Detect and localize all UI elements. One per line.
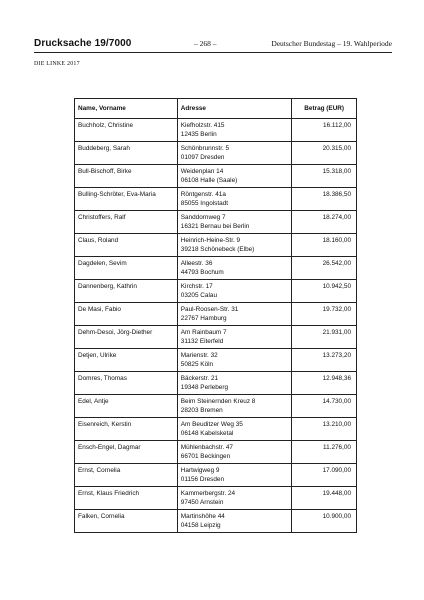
address-street: Alleestr. 36 [180, 260, 213, 267]
donor-name-cell [75, 280, 178, 303]
address-city: 16321 Bernau bei Berlin [180, 223, 250, 230]
address-cell [177, 349, 292, 372]
amount-value: 14.730,00 [322, 398, 351, 405]
donor-name-cell [75, 510, 178, 533]
document-number-prefix: Drucksache 19/ [34, 38, 109, 49]
table-row [75, 349, 357, 372]
donor-name-cell [75, 165, 178, 188]
donor-name-cell [75, 326, 178, 349]
address-city: 22767 Hamburg [180, 315, 227, 322]
donor-name: Ernst, Cornelia [78, 467, 121, 474]
address-city: 06148 Kabelsketal [180, 430, 234, 437]
donor-name-cell [75, 142, 178, 165]
address-street: Schönbrunnstr. 5 [180, 145, 230, 152]
table-row [75, 142, 357, 165]
amount-value: 17.090,00 [322, 467, 351, 474]
address-city: 28203 Bremen [180, 407, 223, 414]
table-row [75, 326, 357, 349]
page-number: – 268 – [194, 39, 217, 48]
amount-value: 15.318,00 [322, 168, 351, 175]
donor-name: Ernst, Klaus Friedrich [78, 490, 140, 497]
institution-label: Deutscher Bundestag – 19. Wahlperiode [271, 39, 392, 48]
donor-name: Dagdelen, Sevim [78, 260, 127, 267]
address-city: 97450 Arnstein [180, 499, 224, 506]
table-row [75, 257, 357, 280]
amount-cell [292, 234, 357, 257]
table-row [75, 372, 357, 395]
address-cell [177, 487, 292, 510]
amount-cell [292, 441, 357, 464]
amount-cell [292, 211, 357, 234]
address-street: Beim Steinernden Kreuz 8 [180, 398, 256, 405]
donor-name: Eisenreich, Kerstin [78, 421, 132, 428]
column-header-address: Adresse [177, 99, 292, 119]
address-cell [177, 418, 292, 441]
section-subheading: DIE LINKE 2017 [34, 61, 80, 67]
address-street: Hartwigweg 9 [180, 467, 220, 474]
donor-name: Edel, Antje [78, 398, 109, 405]
donor-name-cell [75, 418, 178, 441]
donor-name-cell [75, 464, 178, 487]
amount-value: 11.276,00 [323, 444, 351, 451]
amount-cell [292, 165, 357, 188]
donations-table [74, 98, 357, 533]
amount-value: 18.160,00 [322, 237, 351, 244]
amount-cell [292, 188, 357, 211]
address-street: Weidenplan 14 [180, 168, 224, 175]
donor-name: Buchholz, Christine [78, 122, 134, 129]
donor-name-cell [75, 349, 178, 372]
amount-cell [292, 257, 357, 280]
table-row [75, 188, 357, 211]
donor-name-cell [75, 487, 178, 510]
page-header [34, 38, 392, 53]
address-street: Kammerbergstr. 24 [180, 490, 236, 497]
amount-cell [292, 349, 357, 372]
address-city: 12435 Berlin [180, 131, 217, 138]
amount-value: 19.732,00 [322, 306, 351, 313]
address-city: 01156 Dresden [180, 476, 224, 483]
address-street: Marienstr. 32 [180, 352, 218, 359]
table-row [75, 280, 357, 303]
address-street: Mühlenbachstr. 47 [180, 444, 233, 451]
amount-value: 18.386,50 [322, 191, 351, 198]
address-city: 19348 Perleberg [180, 384, 229, 391]
table-row [75, 418, 357, 441]
address-street: Kirchstr. 17 [180, 283, 213, 290]
amount-value: 10.942,50 [322, 283, 351, 290]
table-row [75, 395, 357, 418]
donor-name: Detjen, Ulrike [78, 352, 117, 359]
address-cell [177, 188, 292, 211]
donor-name-cell [75, 188, 178, 211]
amount-cell [292, 487, 357, 510]
address-cell [177, 326, 292, 349]
amount-value: 13.210,00 [322, 421, 351, 428]
address-street: Heinrich-Heine-Str. 9 [180, 237, 241, 244]
donor-name-cell [75, 211, 178, 234]
address-city: 01097 Dresden [180, 154, 225, 161]
amount-value: 21.931,00 [322, 329, 351, 336]
address-cell [177, 142, 292, 165]
donor-name-cell [75, 234, 178, 257]
donor-name-cell [75, 372, 178, 395]
document-number-value: 7000 [108, 38, 132, 49]
amount-value: 20.315,00 [322, 145, 351, 152]
address-cell [177, 119, 292, 142]
donor-name-cell [75, 119, 178, 142]
table-row [75, 165, 357, 188]
donor-name: Falken, Cornelia [78, 513, 125, 520]
amount-cell [292, 464, 357, 487]
donor-name: Bull-Bischoff, Birke [78, 168, 132, 175]
donor-name: Dehm-Desoi, Jörg-Diether [78, 329, 153, 336]
table-row [75, 303, 357, 326]
address-cell [177, 510, 292, 533]
address-cell [177, 303, 292, 326]
address-city: 31132 Eiterfeld [180, 338, 224, 345]
address-city: 39218 Schönebeck (Elbe) [180, 246, 255, 253]
address-street: Röntgenstr. 41a [180, 191, 226, 198]
address-street: Bäckerstr. 21 [180, 375, 219, 382]
donor-name-cell [75, 441, 178, 464]
donor-name: Ensch-Engel, Dagmar [78, 444, 141, 451]
address-street: Kiefholzstr. 415 [180, 122, 225, 129]
amount-value: 16.112,00 [323, 122, 351, 129]
donor-name: Domres, Thomas [78, 375, 127, 382]
amount-value: 12.948,36 [322, 375, 351, 382]
address-city: 50825 Köln [180, 361, 214, 368]
address-city: 85055 Ingolstadt [180, 200, 229, 207]
table-row [75, 234, 357, 257]
amount-value: 13.273,20 [322, 352, 351, 359]
donor-name: Buddeberg, Sarah [78, 145, 130, 152]
table-row [75, 510, 357, 533]
amount-cell [292, 372, 357, 395]
donor-name: De Masi, Fabio [78, 306, 121, 313]
amount-value: 26.542,00 [322, 260, 351, 267]
address-cell [177, 280, 292, 303]
table-header-row [75, 99, 357, 119]
address-cell [177, 165, 292, 188]
amount-cell [292, 510, 357, 533]
document-number [34, 38, 131, 49]
address-city: 06108 Halle (Saale) [180, 177, 238, 184]
amount-cell [292, 395, 357, 418]
amount-cell [292, 326, 357, 349]
address-cell [177, 441, 292, 464]
address-cell [177, 211, 292, 234]
table-row [75, 211, 357, 234]
address-cell [177, 464, 292, 487]
address-cell [177, 372, 292, 395]
donor-name-cell [75, 395, 178, 418]
address-cell [177, 234, 292, 257]
table-row [75, 441, 357, 464]
table-row [75, 464, 357, 487]
donor-name: Claus, Roland [78, 237, 119, 244]
amount-value: 19.448,00 [322, 490, 351, 497]
address-city: 03205 Calau [180, 292, 218, 299]
address-street: Sanddornweg 7 [180, 214, 226, 221]
donor-name-cell [75, 303, 178, 326]
amount-cell [292, 303, 357, 326]
address-street: Martinshöhe 44 [180, 513, 225, 520]
address-city: 66701 Beckingen [180, 453, 231, 460]
column-header-amount: Betrag (EUR) [292, 99, 357, 119]
donor-name: Bulling-Schröter, Eva-Maria [78, 191, 156, 198]
donor-name: Dannenberg, Kathrin [78, 283, 137, 290]
amount-value: 18.274,00 [322, 214, 351, 221]
address-cell [177, 395, 292, 418]
table-row [75, 119, 357, 142]
address-city: 04158 Leipzig [180, 522, 221, 529]
table-row [75, 487, 357, 510]
address-street: Am Rainbaum 7 [180, 329, 227, 336]
address-cell [177, 257, 292, 280]
column-header-name: Name, Vorname [75, 99, 178, 119]
amount-cell [292, 418, 357, 441]
amount-value: 10.900,00 [322, 513, 351, 520]
address-city: 44793 Bochum [180, 269, 224, 276]
amount-cell [292, 280, 357, 303]
amount-cell [292, 142, 357, 165]
amount-cell [292, 119, 357, 142]
address-street: Paul-Roosen-Str. 31 [180, 306, 239, 313]
donor-name-cell [75, 257, 178, 280]
donor-name: Christoffers, Ralf [78, 214, 126, 221]
address-street: Am Beuditzer Weg 35 [180, 421, 243, 428]
